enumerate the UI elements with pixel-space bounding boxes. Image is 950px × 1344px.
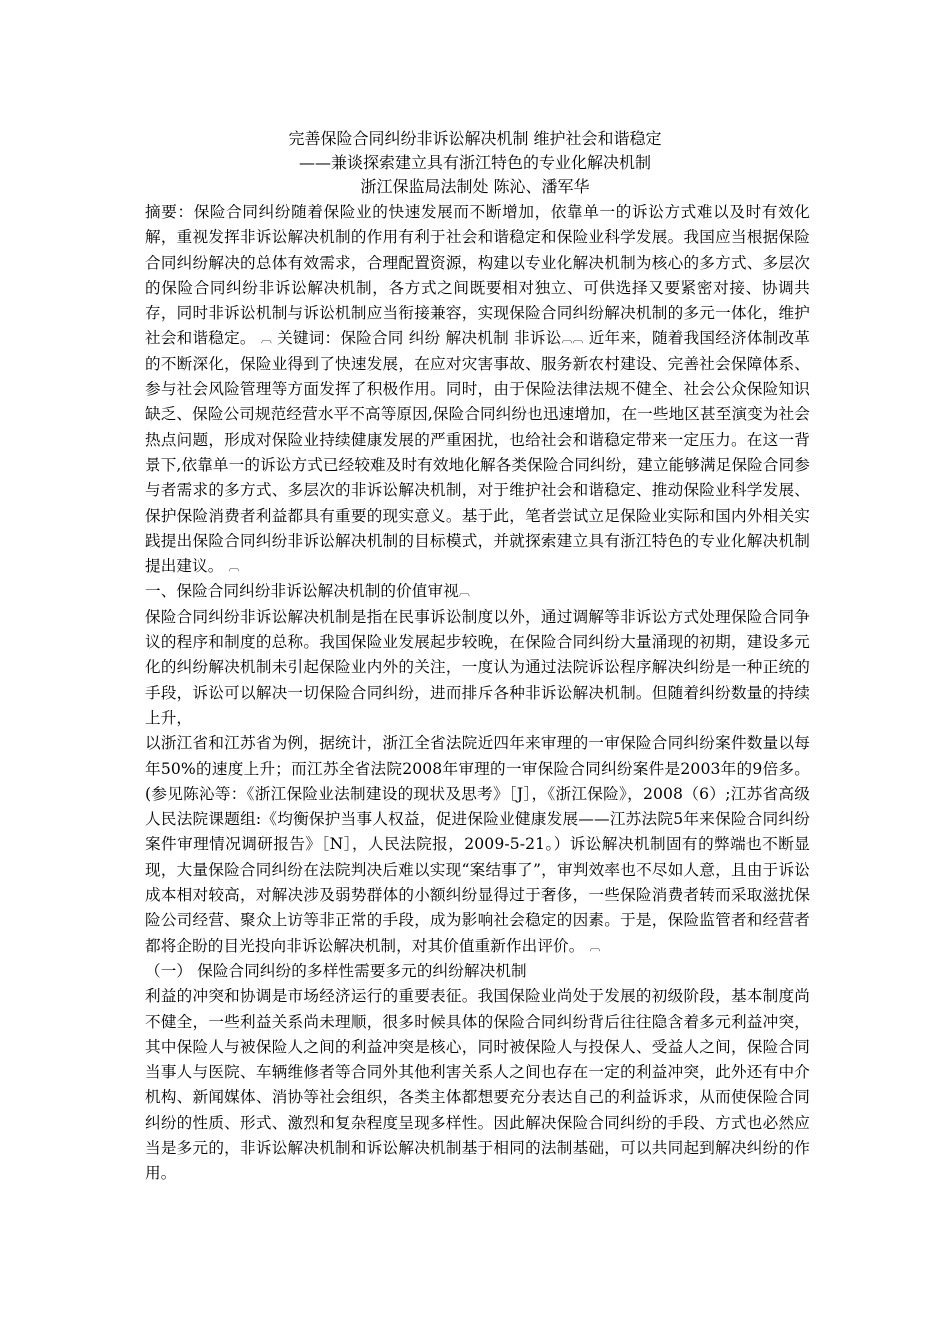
paragraph-mark: ︹ — [260, 332, 272, 346]
section-heading-text: 一、保险合同纠纷非诉讼解决机制的价值审视 — [145, 582, 459, 601]
document-subtitle: ——兼谈探索建立具有浙江特色的专业化解决机制 — [298, 153, 651, 172]
body-paragraph-text: 以浙江省和江苏省为例，据统计，浙江全省法院近四年来审理的一审保险合同纠纷案件数量以每年50%的速度上升；而江苏全省法院2008年审理的一审保险合同纠纷案件是2003年的9倍多。(参见陈沁等：《浙江保险业法制建设的现状及思考》［J］，《浙江保险》，2008（6）;江苏省高级人民法院课题组:《均衡保护当事人权益，促进保险业健康发展——江苏法院5年来保险合同纠纷案件审理情况调研报告》［N］，人民法院报，2009-5-21。）诉讼解决机制固有的弊端也不断显现，大量保险合同纠纷在法院判决后难以实现“案结事了”，审判效率也不尽如人意，且由于诉讼成本相对较高，对解决涉及弱势群体的小额纠纷显得过于奢侈，一些保险消费者转而采取滋扰保险公司经营、聚众上访等非正常的手段，成为影响社会稳定的因素。于是，保险监管者和经营者都将企盼的目光投向非诉讼解决机制，对其价值重新作出评价。 — [145, 734, 810, 955]
paragraph-mark: ︹︹ — [561, 332, 584, 346]
body-paragraph: 保险合同纠纷非诉讼解决机制是指在民事诉讼制度以外，通过调解等非诉讼方式处理保险合同争议的程序和制度的总称。我国保险业发展起步较晚，在保险合同纠纷大量涌现的初期，建设多元化的纠纷解决机制未引起保险业内外的关注，一度认为通过法院诉讼程序解决纠纷是一种正统的手段，诉讼可以解决一切保险合同纠纷，进而排斥各种非诉讼解决机制。但随着纠纷数量的持续上升， — [145, 607, 810, 727]
body-paragraph: 利益的冲突和协调是市场经济运行的重要表征。我国保险业尚处于发展的初级阶段，基本制度尚不健全，一些利益关系尚未理顺，很多时候具体的保险合同纠纷背后往往隐含着多元利益冲突，其中保险人与被保险人之间的利益冲突是核心，同时被保险人与投保人、受益人之间，保险合同当事人与医院、车辆维修者等合同外其他利害关系人之间也存在一定的利益冲突，此外还有中介机构、新闻媒体、消协等社会组织，各类主体都想要充分表达自己的利益诉求，从而使保险合同纠纷的性质、形式、激烈和复杂程度呈现多样性。因此解决保险合同纠纷的手段、方式也必然应当是多元的，非诉讼解决机制和诉讼解决机制基于相同的法制基础，可以共同起到解决纠纷的作用。 — [145, 987, 810, 1183]
section-heading — [145, 579, 810, 604]
abstract-text: 摘要：保险合同纠纷随着保险业的快速发展而不断增加，依靠单一的诉讼方式难以及时有效化解，重视发挥非诉讼解决机制的作用有利于社会和谐稳定和保险业科学发展。我国应当根据保险合同纠纷解决的总体有效需求，合理配置资源，构建以专业化解决机制为核心的多方式、多层次的保险合同纠纷非诉讼解决机制，各方式之间既要相对独立、可供选择又要紧密对接、协调共存，同时非诉讼机制与诉讼机制应当衔接兼容，实现保险合同纠纷解决机制的多元一体化，维护社会和谐稳定。 — [145, 203, 810, 348]
paragraph-mark: ︹ — [589, 939, 601, 953]
paragraph-mark: ︹ — [228, 560, 240, 574]
paragraph-mark: ︹ — [458, 585, 470, 599]
body-paragraph — [145, 731, 810, 959]
intro-text: 近年来，随着我国经济体制改革的不断深化，保险业得到了快速发展，在应对灾害事故、服务新农村建设、完善社会保障体系、参与社会风险管理等方面发挥了积极作用。同时，由于保险法律法规不健全、社会公众保险知识缺乏、保险公司规范经营水平不高等原因,保险合同纠纷也迅速增加，在一些地区甚至演变为社会热点问题，形成对保险业持续健康发展的严重困扰，也给社会和谐稳定带来一定压力。在这一背景下,依靠单一的诉讼方式已经较难及时有效地化解各类保险合同纠纷，建立能够满足保险合同参与者需求的多方式、多层次的非诉讼解决机制，对于维护社会和谐稳定、推动保险业科学发展、保护保险消费者利益都具有重要的现实意义。基于此，笔者尝试立足保险业实际和国内外相关实践提出保险合同纠纷非诉讼解决机制的目标模式，并就探索建立具有浙江特色的专业化解决机制提出建议。 — [145, 329, 811, 576]
abstract-paragraph — [145, 200, 810, 579]
title-block — [0, 127, 950, 199]
document-authors: 浙江保监局法制处 陈沁、潘军华 — [360, 177, 590, 196]
document-body — [145, 200, 810, 1187]
subsection-heading: （一） 保险合同纠纷的多样性需要多元的纠纷解决机制 — [145, 961, 527, 980]
keywords-text: 关键词：保险合同 纠纷 解决机制 非诉讼 — [277, 329, 562, 348]
document-title: 完善保险合同纠纷非诉讼解决机制 维护社会和谐稳定 — [288, 129, 662, 148]
